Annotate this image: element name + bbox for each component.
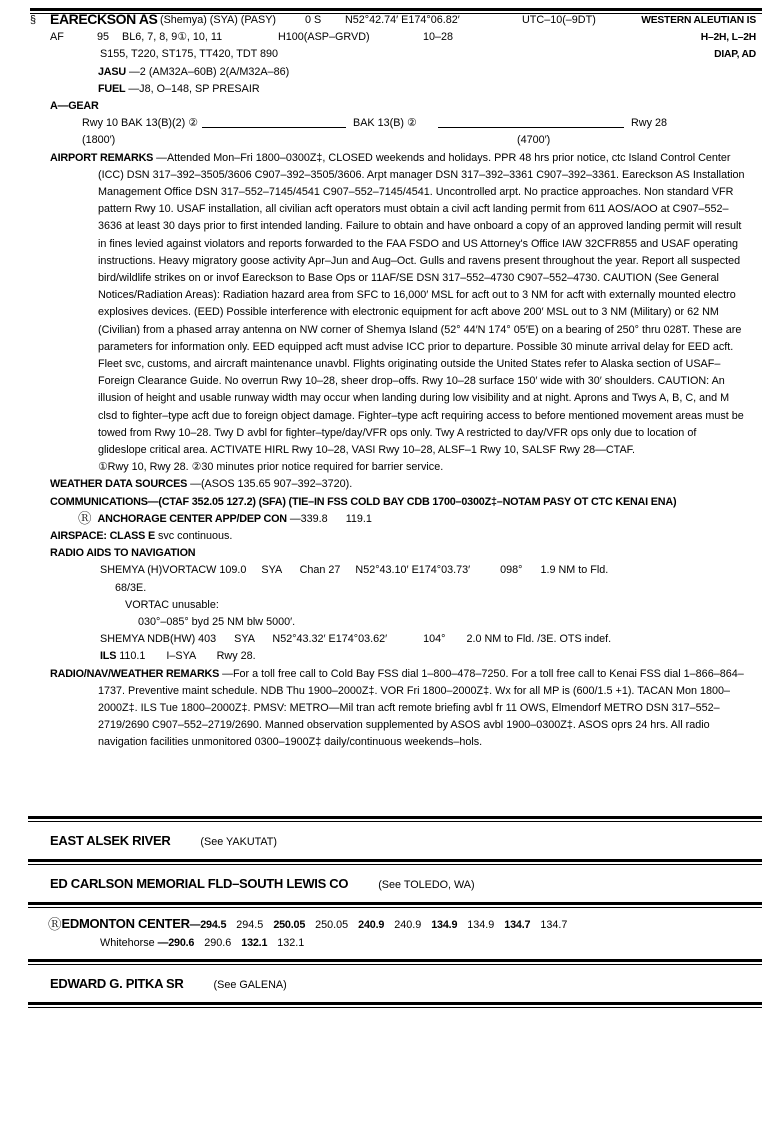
weather-data-sources-label: WEATHER DATA SOURCES [50, 478, 188, 491]
entry-ed-carlson [50, 875, 778, 893]
entry-divider [28, 1002, 762, 1008]
radar-service-icon: Ⓡ [78, 510, 92, 526]
radio-aids-heading: RADIO AIDS TO NAVIGATION [50, 547, 196, 560]
airport-remarks-text: —Attended Mon–Fri 1800–0300Z‡, CLOSED weekends and holidays. PPR 48 hrs prior notice, ctc Island Control Center (ICC) DSN 317–392–3505/3606 C907–392–3505/3606. Arpt manager DSN 317–392–3361 C907–392–3361. Eareckson AS Installation Management Office DSN 317–552–7145/4541 C907–552–7145/4541. Uncontrolled arpt. No practice approaches. Non standard VFR pattern Rwy 10. USAF installation, all civilian acft operators must obtain a civil acft landing permit from 611 AOS/AOO at C907–552–3636 at least 30 days prior to first intended landing. Failure to obtain and have onboard a copy of an approved landing permit will result in fines levied against violators and reports forwarded to the FAA FSDO and US Attorney's Office IAW 32CFR855 and USAF operating instructions. Heavy migratory goose activity Apr–Jun and Aug–Oct. Gulls and ravens present throughout the year. Report all suspected bird/wildlife strikes on or invof Eareckson to Base Ops or 11AF/SE DSN 317–552–4730 C907–552–4730. CAUTION (See General Notices/Radiation Areas): Radiation hazard area from SFC to 16,000′ MSL for acft out to 3 NM for acft with externally mounted electro explosives devices. (EED) Possible interference with electronic equipment for acft above 200′ MSL out to 3 NM (Military) or 62 NM (Civilian) from a phased array antenna on NW corner of Shemya Island (52° 44′N 174° 05′E) on a bearing of 250° thru 028T. These are parameters for information only. EED equipped acft must advise ICC prior to departure. Possible 30 minute arrival delay for EED acft. Fleet svc, customs, and aircraft maintenance unavbl. Flights originating outside the United States refer to Alaska section of USAF–Foreign Clearance Guide. No overrun Rwy 10–28, sheer drop–offs. Rwy 10–28 surface 150′ wide with 30′ shoulders. CAUTION: An illusion of height and usable runway width may occur when landing during low visibility and at night. Aprons and Twys A, B, C, and M clsd to fighter–type acft due to foreign object damage. Fighter–type acft requiring access to before mentioned movement areas must be towed from Rwy 10–28. Twy D avbl for fighter–type/day/VFR ops only. Twy A restricted to day/VFR ops only due to location of glideslope critical area. ACTIVATE HIRL Rwy 10–28, VASI Rwy 10–28, ALSF–1 Rwy 10, SALSF Rwy 28—CTAF. [98, 151, 745, 456]
field-elevation: 95 [97, 31, 110, 44]
communications-line: COMMUNICATIONS—(CTAF 352.05 127.2) (SFA) (TIE–IN FSS COLD BAY CDB 1700–0300Z‡–NOTAM PASY OT CTC KENAI ENA) [50, 495, 677, 508]
service-code: AF [50, 31, 64, 44]
arresting-gear-heading [0, 98, 778, 115]
ils-line [100, 648, 745, 665]
airport-remarks [50, 150, 745, 460]
jasu-label: JASU [98, 65, 127, 78]
weather-data-sources-text: —(ASOS 135.65 907–392–3720). [187, 478, 353, 491]
vortac-unusable-label: VORTAC unusable: [125, 598, 219, 611]
center-name: EDMONTON CENTER [61, 916, 190, 931]
gear-dist-4700: (4700′) [517, 134, 551, 147]
entry-ref: (See TOLEDO, WA) [378, 879, 475, 891]
entry-name: EAST ALSEK RIVER [50, 833, 171, 848]
gear-diagram [0, 115, 778, 132]
gear-cable-line-2 [438, 127, 624, 128]
weight-bearing-capacity: S155, T220, ST175, TT420, TDT 890 [100, 48, 279, 61]
lighting-codes: BL6, 7, 8, 9①, 10, 11 [122, 31, 223, 44]
entry-divider [28, 959, 762, 965]
edmonton-frequency-line [48, 915, 778, 935]
radio-remarks-text: —For a toll free call to Cold Bay FSS dial 1–800–478–7250. For a toll free call to Kenai FSS dial 1–866–864–1737. Preventive maint schedule. NDB Thu 1900–2000Z‡. VOR Fri 1800–2000Z‡. Wx for all MP is (600/1.5 +1). TACAN Mon 1800–2000Z‡. ILS Tue 1800–2000Z‡. PMSV: METRO—Mil tran acft remote briefing avbl fr 11 OWS, Elmendorf METRO DSN 317–552–2719/2690 C907–552–2719/2690. Manned observation supplemented by ASOS avbl 1900–0300Z‡. ASOS oprs 24 hrs. All radio navigation facilities unmonitored 0300–1900Z‡ daily/continuous weekends–hols. [98, 667, 744, 749]
vortac-line: SHEMYA (H)VORTACW 109.0 SYA Chan 27 N52°43.10′ E174°03.73′ 098° 1.9 NM to Fld. [100, 564, 609, 577]
fuel-line [0, 81, 778, 98]
airport-remarks-footnotes: ①Rwy 10, Rwy 28. ②30 minutes prior notice required for barrier service. [98, 461, 444, 474]
ils-data: 110.1 I–SYA Rwy 28. [116, 650, 256, 663]
header-line-1 [0, 12, 778, 29]
entry-edward-pitka [50, 975, 778, 993]
header-line-3 [0, 46, 778, 63]
vortac-elevation: 68/3E. [115, 581, 147, 594]
gear-distances [0, 132, 778, 149]
radio-remarks-label: RADIO/NAV/WEATHER REMARKS [50, 667, 220, 680]
gear-rwy10: Rwy 10 BAK 13(B)(2) ② [82, 117, 198, 130]
entry-edmonton-center [0, 915, 778, 952]
entry-east-alsek [50, 832, 778, 850]
gear-mid: BAK 13(B) ② [353, 117, 417, 130]
edmonton-frequencies: —294.5 294.5 250.05 250.05 240.9 240.9 134.9 134.9 134.7 134.7 [189, 919, 568, 931]
entry-divider [28, 816, 762, 822]
airport-remarks-label: AIRPORT REMARKS [50, 151, 154, 164]
jasu-value: —2 (AM32A–60B) 2(A/M32A–86) [126, 65, 290, 78]
fuel-value: —J8, O–148, SP PRESAIR [125, 82, 260, 95]
airport-name: EARECKSON AS [50, 11, 158, 27]
directory-entries [0, 816, 778, 1008]
jasu-line [0, 64, 778, 81]
distance-direction: 0 S [305, 14, 322, 26]
vortac-unusable-range: 030°–085° byd 25 NM blw 5000′. [138, 615, 296, 628]
gear-rwy28: Rwy 28 [631, 117, 668, 130]
anchorage-center-line [78, 511, 778, 528]
entry-ref: (See YAKUTAT) [200, 836, 278, 848]
entry-name: EDWARD G. PITKA SR [50, 976, 184, 991]
entry-name: ED CARLSON MEMORIAL FLD–SOUTH LEWIS CO [50, 876, 349, 891]
entry-ref: (See GALENA) [213, 979, 287, 991]
radio-nav-weather-remarks [50, 666, 745, 752]
airport-identifiers: (Shemya) (SYA) (PASY) [160, 14, 276, 26]
radar-service-icon: Ⓡ [48, 917, 62, 932]
ils-label: ILS [100, 650, 117, 663]
agear-label: A—GEAR [50, 99, 99, 112]
runway-surface: H100(ASP–GRVD) [278, 31, 370, 44]
weather-data-sources [50, 476, 745, 493]
utc-offset: UTC–10(–9DT) [522, 14, 596, 26]
whitehorse-line [100, 935, 778, 953]
airport-entry-header [0, 0, 778, 150]
fuel-label: FUEL [98, 82, 126, 95]
airspace-label: AIRSPACE: CLASS E [50, 529, 155, 542]
diap-codes: DIAP, AD [714, 49, 756, 61]
chart-panels: H–2H, L–2H [700, 32, 756, 44]
header-line-2 [0, 29, 778, 46]
airspace-text: svc continuous. [154, 529, 233, 542]
entry-divider [28, 902, 762, 908]
chart-region: WESTERN ALEUTIAN IS [641, 15, 756, 26]
entry-divider [28, 859, 762, 865]
anchorage-center-label: ANCHORAGE CENTER APP/DEP CON [97, 512, 287, 525]
anchorage-center-freqs: —339.8 119.1 [286, 512, 372, 525]
ndb-line: SHEMYA NDB(HW) 403 SYA N52°43.32′ E174°03.62′ 104° 2.0 NM to Fld. /3E. OTS indef. [100, 633, 612, 646]
gear-dist-1800: (1800′) [82, 134, 116, 147]
coordinates: N52°42.74′ E174°06.82′ [345, 14, 460, 26]
section-symbol: § [30, 14, 37, 26]
gear-cable-line-1 [202, 127, 346, 128]
airspace-line [50, 528, 745, 545]
whitehorse-frequencies: —290.6 290.6 132.1 132.1 [157, 936, 305, 949]
whitehorse-label: Whitehorse [100, 936, 158, 949]
runway-designation: 10–28 [423, 31, 454, 44]
